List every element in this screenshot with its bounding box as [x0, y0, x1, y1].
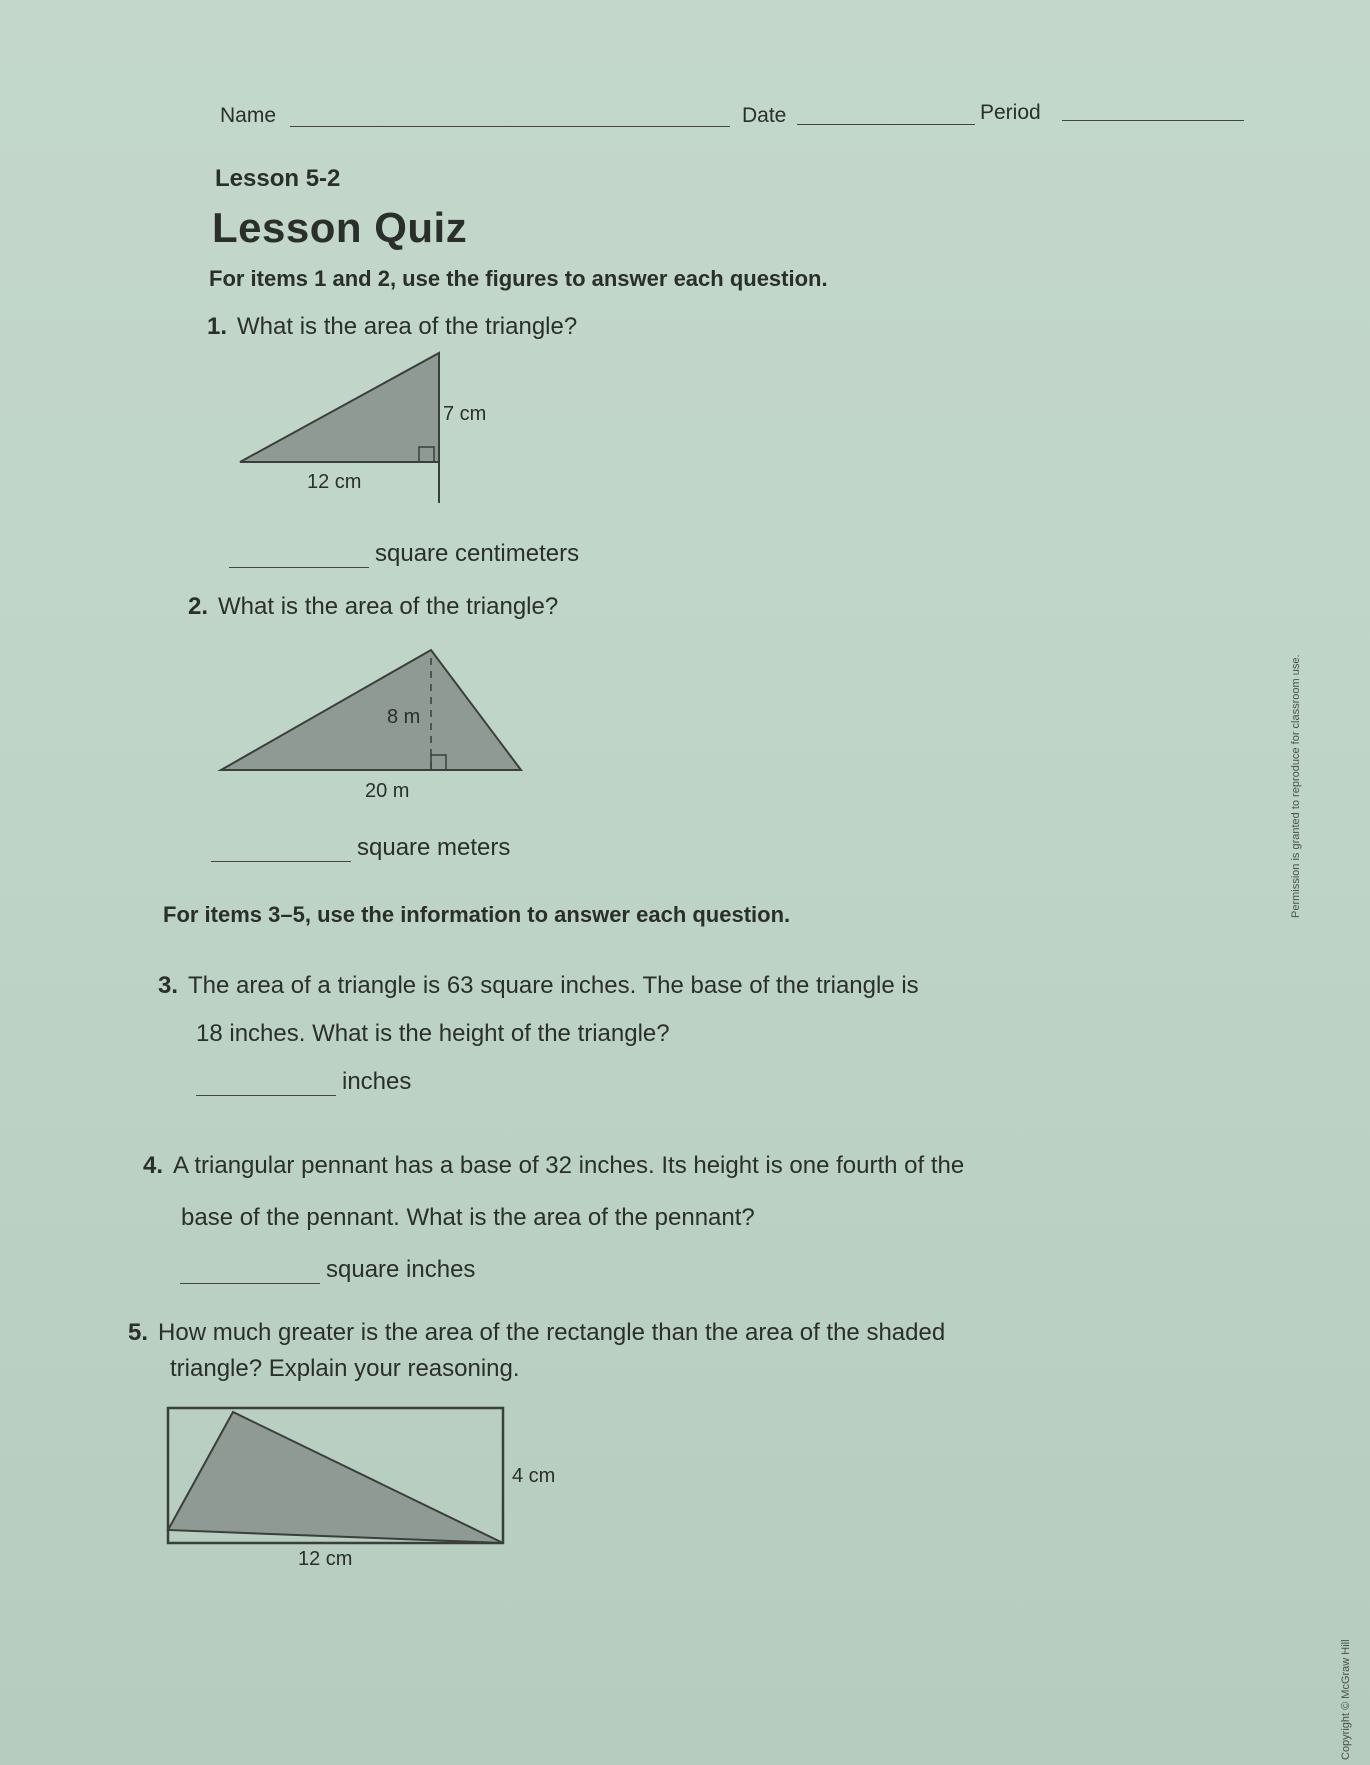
answer-2-blank[interactable]: [211, 839, 351, 862]
question-2-number: 2.: [188, 593, 209, 620]
rectangle-base-label: 12 cm: [298, 1548, 353, 1570]
date-label: Date: [742, 104, 787, 127]
figure-rectangle-5: [160, 1400, 600, 1580]
triangle-2-base-label: 20 m: [365, 780, 410, 802]
shaded-triangle: [168, 1412, 503, 1543]
copyright-note: Copyright © McGraw Hill: [1340, 1639, 1352, 1760]
question-5-number: 5.: [128, 1319, 149, 1346]
answer-2-unit: square meters: [357, 834, 511, 861]
question-1: [207, 313, 577, 341]
question-4-number: 4.: [143, 1152, 164, 1179]
answer-1: [229, 540, 579, 568]
question-4-text-line2: base of the pennant. What is the area of the pennant?: [181, 1204, 755, 1231]
question-2-text: What is the area of the triangle?: [218, 593, 559, 620]
answer-4-unit: square inches: [326, 1256, 476, 1283]
question-5-text-line2: triangle? Explain your reasoning.: [170, 1355, 520, 1382]
question-2: [188, 593, 558, 621]
question-3: [158, 962, 919, 1058]
question-5: [128, 1315, 945, 1387]
permission-note: Permission is granted to reproduce for classroom use.: [1290, 654, 1302, 918]
question-4-text-line1: A triangular pennant has a base of 32 inches. Its height is one fourth of the: [173, 1152, 965, 1179]
lesson-number: Lesson 5-2: [215, 165, 341, 192]
triangle-2-height-label: 8 m: [387, 706, 421, 728]
triangle-1-shape: [240, 353, 439, 462]
rectangle-height-label: 4 cm: [512, 1465, 556, 1487]
triangle-2-shape: [221, 650, 521, 770]
name-field[interactable]: [290, 126, 730, 127]
question-1-number: 1.: [207, 313, 228, 340]
question-4: [143, 1140, 964, 1244]
answer-4: [180, 1256, 475, 1284]
answer-1-unit: square centimeters: [375, 540, 580, 567]
question-3-text-line1: The area of a triangle is 63 square inches. The base of the triangle is: [188, 972, 919, 999]
page-title: Lesson Quiz: [212, 204, 468, 251]
instructions-3-5: For items 3–5, use the information to answer each question.: [163, 902, 791, 927]
figure-triangle-2: [215, 640, 525, 805]
date-field[interactable]: [797, 124, 975, 125]
question-3-text-line2: 18 inches. What is the height of the triangle?: [196, 1020, 670, 1047]
answer-3-blank[interactable]: [196, 1073, 336, 1096]
answer-3: [196, 1068, 411, 1096]
answer-4-blank[interactable]: [180, 1261, 320, 1284]
triangle-1-base-label: 12 cm: [307, 471, 362, 493]
answer-2: [211, 834, 510, 862]
triangle-1-height-label: 7 cm: [443, 403, 487, 425]
answer-3-unit: inches: [342, 1068, 412, 1095]
instructions-1-2: For items 1 and 2, use the figures to answer each question.: [209, 266, 828, 291]
period-field[interactable]: [1062, 120, 1244, 121]
question-5-text-line1: How much greater is the area of the rectangle than the area of the shaded: [158, 1319, 946, 1346]
question-1-text: What is the area of the triangle?: [237, 313, 578, 340]
name-label: Name: [220, 104, 277, 127]
period-label: Period: [980, 101, 1041, 124]
figure-triangle-1: [225, 345, 505, 515]
question-3-number: 3.: [158, 972, 179, 999]
answer-1-blank[interactable]: [229, 545, 369, 568]
